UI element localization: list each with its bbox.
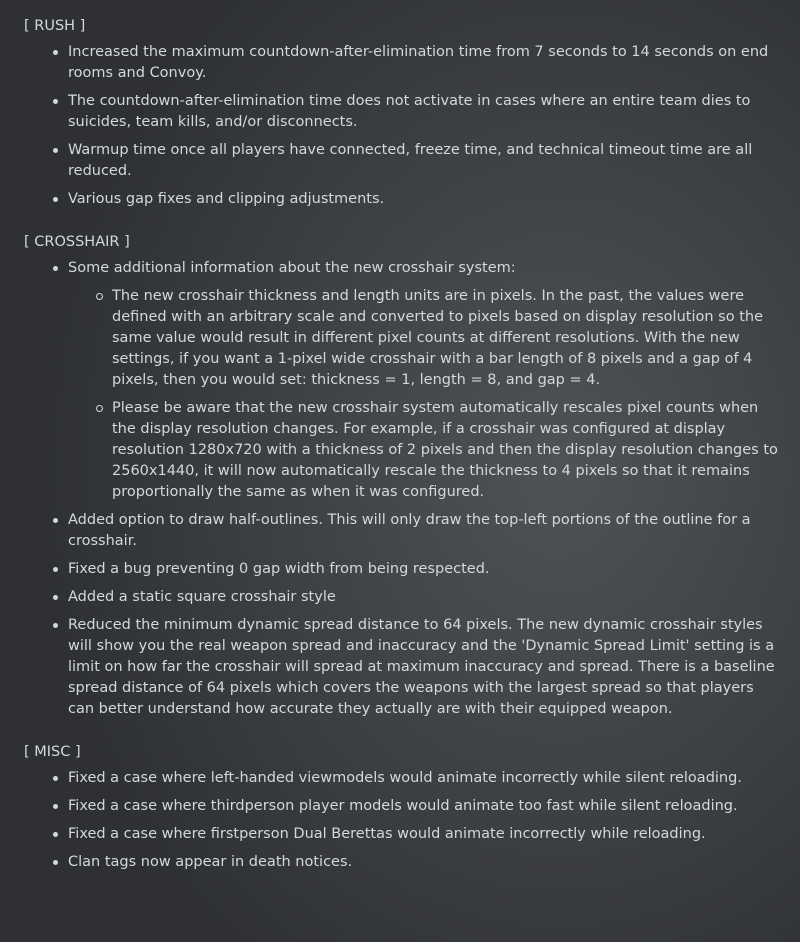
- list-item: Fixed a case where firstperson Dual Berettas would animate incorrectly while reloading.: [68, 824, 780, 845]
- list-item-text: Some additional information about the new crosshair system:: [68, 260, 516, 276]
- list-item: Added a static square crosshair style: [68, 587, 780, 608]
- list-item: Various gap fixes and clipping adjustments.: [68, 189, 780, 210]
- list-item: Clan tags now appear in death notices.: [68, 852, 780, 873]
- list-item: Reduced the minimum dynamic spread distance to 64 pixels. The new dynamic crosshair styles will show you the real weapon spread and inaccuracy and the 'Dynamic Spread Limit' setting is a limit on how far the crosshair will spread at maximum inaccuracy and spread. There is a baseline spread distance of 64 pixels which covers the weapons with the largest spread so that players can better understand how accurate they actually are with their equipped weapon.: [68, 615, 780, 720]
- list-item: Added option to draw half-outlines. This will only draw the top-left portions of the outline for a crosshair.: [68, 510, 780, 552]
- section-misc: [24, 742, 780, 873]
- bullet-list: [24, 258, 780, 720]
- bullet-list: [24, 42, 780, 210]
- section-crosshair: [24, 232, 780, 720]
- sub-list-item: The new crosshair thickness and length units are in pixels. In the past, the values were defined with an arbitrary scale and converted to pixels based on display resolution so the same value would result in different pixel counts at different resolutions. With the new settings, if you want a 1-pixel wide crosshair with a bar length of 8 pixels and a gap of 4 pixels, then you would set: thickness = 1, length = 8, and gap = 4.: [112, 286, 780, 391]
- list-item: Fixed a case where thirdperson player models would animate too fast while silent reloading.: [68, 796, 780, 817]
- list-item: [68, 258, 780, 503]
- section-rush: [24, 16, 780, 210]
- sub-list-item: Please be aware that the new crosshair system automatically rescales pixel counts when the display resolution changes. For example, if a crosshair was configured at display resolution 1280x720 with a thickness of 2 pixels and then the display resolution changes to 2560x1440, it will now automatically rescale the thickness to 4 pixels so that it remains proportionally the same as when it was configured.: [112, 398, 780, 503]
- section-heading: [ MISC ]: [24, 744, 81, 760]
- sub-bullet-list: [68, 286, 780, 503]
- bullet-list: [24, 768, 780, 873]
- list-item: Warmup time once all players have connected, freeze time, and technical timeout time are all reduced.: [68, 140, 780, 182]
- list-item: Fixed a case where left-handed viewmodels would animate incorrectly while silent reloading.: [68, 768, 780, 789]
- list-item: The countdown-after-elimination time does not activate in cases where an entire team dies to suicides, team kills, and/or disconnects.: [68, 91, 780, 133]
- section-heading: [ CROSSHAIR ]: [24, 234, 130, 250]
- list-item: Fixed a bug preventing 0 gap width from being respected.: [68, 559, 780, 580]
- list-item: Increased the maximum countdown-after-elimination time from 7 seconds to 14 seconds on end rooms and Convoy.: [68, 42, 780, 84]
- section-heading: [ RUSH ]: [24, 18, 86, 34]
